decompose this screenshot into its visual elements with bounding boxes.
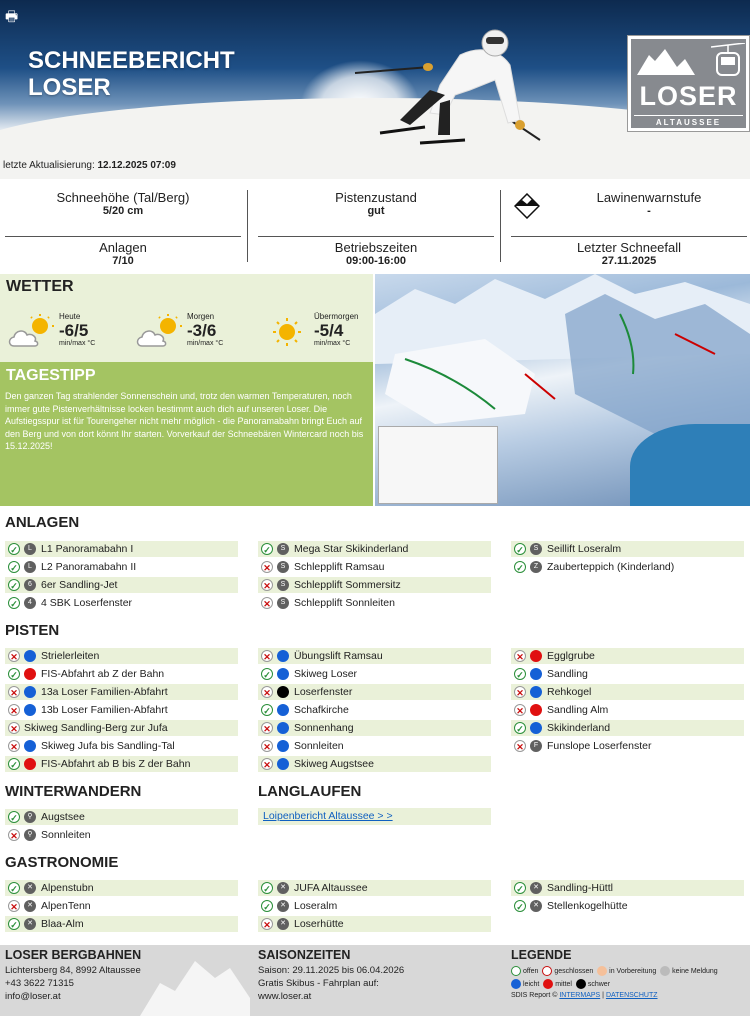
intermaps-link[interactable]: INTERMAPS	[559, 992, 601, 999]
red-difficulty-icon	[24, 668, 36, 680]
last-snowfall-label: Letzter Schneefall	[576, 240, 682, 255]
closed-status-icon: ✕	[261, 740, 273, 752]
closed-status-icon: ✕	[514, 740, 526, 752]
weather-title: WETTER	[6, 278, 74, 295]
list-item	[511, 898, 744, 914]
blue-difficulty-icon	[24, 740, 36, 752]
item-label: Schlepplift Sommersitz	[294, 579, 401, 591]
item-label: Augstsee	[41, 811, 85, 823]
avalanche-label: Lawinenwarnstufe	[596, 190, 702, 205]
lift-type-icon: L	[24, 561, 36, 573]
closed-status-icon: ✕	[8, 722, 20, 734]
closed-status-icon: ✕	[514, 704, 526, 716]
restaurant-icon: ✕	[277, 918, 289, 930]
lift-type-icon: Z	[530, 561, 542, 573]
weather-unit: min/max °C	[59, 340, 96, 347]
weather-unit: min/max °C	[187, 340, 224, 347]
legend-easy-icon	[511, 979, 521, 989]
gastronomy-title: GASTRONOMIE	[5, 854, 119, 871]
item-label: FIS-Abfahrt ab B bis Z der Bahn	[41, 758, 191, 770]
legend-prep-icon	[597, 966, 607, 976]
item-label: Loserfenster	[294, 686, 353, 698]
open-status-icon: ✓	[8, 579, 20, 591]
hero-banner	[0, 0, 750, 179]
stats-col-2	[258, 190, 494, 269]
lift-type-icon: S	[277, 597, 289, 609]
item-label: Seillift Loseralm	[547, 543, 622, 555]
blue-difficulty-icon	[530, 686, 542, 698]
blue-difficulty-icon	[24, 650, 36, 662]
list-item	[258, 756, 491, 772]
open-status-icon: ✓	[8, 668, 20, 680]
restaurant-icon: ✕	[24, 882, 36, 894]
weather-day-label: Morgen	[187, 312, 215, 321]
open-status-icon: ✓	[8, 882, 20, 894]
closed-status-icon: ✕	[514, 686, 526, 698]
list-item	[5, 898, 238, 914]
weather-panel	[0, 274, 373, 362]
blue-difficulty-icon	[530, 668, 542, 680]
open-status-icon: ✓	[8, 597, 20, 609]
item-label: Loseralm	[294, 900, 338, 912]
list-item	[5, 648, 238, 664]
closed-status-icon: ✕	[8, 900, 20, 912]
list-item	[258, 702, 491, 718]
item-label: Mega Star Skikinderland	[294, 543, 409, 555]
gray-difficulty-icon: F	[530, 740, 542, 752]
footer-legend-title: LEGENDE	[511, 948, 572, 962]
logo-sub: ALTAUSSEE	[634, 115, 743, 127]
list-item	[5, 738, 238, 754]
list-item	[511, 684, 744, 700]
open-status-icon: ✓	[514, 900, 526, 912]
website-link[interactable]: www.loser.at	[258, 991, 312, 1002]
closed-status-icon: ✕	[261, 758, 273, 770]
privacy-link[interactable]: DATENSCHUTZ	[605, 992, 658, 999]
list-item	[511, 648, 744, 664]
blue-difficulty-icon	[277, 704, 289, 716]
cross-country-report-link[interactable]: Loipenbericht Altaussee > >	[258, 808, 491, 825]
item-label: Sonnleiten	[294, 740, 344, 752]
list-item	[258, 916, 491, 932]
list-item	[5, 827, 238, 843]
closed-status-icon: ✕	[261, 722, 273, 734]
blue-difficulty-icon	[277, 668, 289, 680]
item-label: Skiweg Sandling-Berg zur Jufa	[24, 722, 168, 734]
list-item	[511, 738, 744, 754]
list-item	[5, 702, 238, 718]
closed-status-icon: ✕	[261, 686, 273, 698]
loser-logo[interactable]	[627, 35, 750, 132]
red-difficulty-icon	[530, 704, 542, 716]
item-label: 13a Loser Familien-Abfahrt	[41, 686, 168, 698]
list-item	[5, 666, 238, 682]
item-label: Egglgrube	[547, 650, 595, 662]
list-item	[5, 577, 238, 593]
blue-difficulty-icon	[277, 650, 289, 662]
legend-closed-icon	[542, 966, 552, 976]
open-status-icon: ✓	[514, 668, 526, 680]
item-label: Skiweg Loser	[294, 668, 358, 680]
page-title: SCHNEEBERICHT LOSER	[28, 47, 235, 101]
list-item	[511, 559, 744, 575]
restaurant-icon: ✕	[530, 882, 542, 894]
winter-hiking-title: WINTERWANDERN	[5, 783, 142, 800]
list-item	[258, 595, 491, 611]
list-item	[258, 738, 491, 754]
list-item	[5, 541, 238, 557]
list-item	[5, 684, 238, 700]
open-status-icon: ✓	[8, 918, 20, 930]
open-status-icon: ✓	[261, 882, 273, 894]
hiker-icon: ⚲	[24, 811, 36, 823]
restaurant-icon: ✕	[24, 900, 36, 912]
open-status-icon: ✓	[261, 543, 273, 555]
weather-day-label: Übermorgen	[314, 312, 359, 321]
open-status-icon: ✓	[8, 758, 20, 770]
closed-status-icon: ✕	[261, 579, 273, 591]
mountain-logo-icon	[637, 45, 707, 77]
list-item	[258, 898, 491, 914]
stats-panel	[0, 180, 750, 270]
item-label: Schlepplift Ramsau	[294, 561, 385, 573]
list-item	[5, 756, 238, 772]
tip-title: TAGESTIPP	[6, 367, 96, 384]
email-link[interactable]: info@loser.at	[5, 991, 61, 1002]
item-label: Übungslift Ramsau	[294, 650, 383, 662]
list-item	[511, 880, 744, 896]
legend-hard-icon	[576, 979, 586, 989]
item-label: 13b Loser Familien-Abfahrt	[41, 704, 168, 716]
weather-temp: -3/6	[187, 321, 217, 340]
restaurant-icon: ✕	[530, 900, 542, 912]
item-label: Blaa-Alm	[41, 918, 84, 930]
partly-cloudy-icon	[8, 314, 56, 350]
item-label: Sandling Alm	[547, 704, 609, 716]
item-label: 6er Sandling-Jet	[41, 579, 118, 591]
item-label: Sandling-Hüttl	[547, 882, 613, 894]
map-inset	[378, 426, 498, 504]
lifts-label: Anlagen	[99, 240, 147, 255]
closed-status-icon: ✕	[514, 650, 526, 662]
item-label: JUFA Altaussee	[294, 882, 368, 894]
lift-type-icon: 4	[24, 597, 36, 609]
footer-mountain-graphic	[140, 953, 250, 1016]
item-label: AlpenTenn	[41, 900, 91, 912]
item-label: 4 SBK Loserfenster	[41, 597, 133, 609]
ski-area-map[interactable]	[375, 274, 750, 506]
last-snowfall-value: 27.11.2025	[601, 255, 657, 267]
avalanche-warning-icon	[514, 193, 540, 219]
item-label: Skiweg Jufa bis Sandling-Tal	[41, 740, 175, 752]
legend-mid-icon	[543, 979, 553, 989]
item-label: Sandling	[547, 668, 588, 680]
list-item	[5, 809, 238, 825]
black-difficulty-icon	[277, 686, 289, 698]
weather-today	[8, 312, 133, 352]
list-item	[511, 720, 744, 736]
weather-temp: -5/4	[314, 321, 344, 340]
closed-status-icon: ✕	[261, 561, 273, 573]
blue-difficulty-icon	[24, 686, 36, 698]
item-label: Skiweg Augstsee	[294, 758, 374, 770]
blue-difficulty-icon	[277, 758, 289, 770]
list-item	[511, 541, 744, 557]
open-status-icon: ✓	[8, 543, 20, 555]
list-item	[5, 916, 238, 932]
lift-type-icon: S	[277, 561, 289, 573]
lift-type-icon: L	[24, 543, 36, 555]
open-status-icon: ✓	[514, 543, 526, 555]
open-status-icon: ✓	[514, 561, 526, 573]
weather-temp: -6/5	[59, 321, 89, 340]
stats-col-3	[511, 190, 747, 269]
item-label: L1 Panoramabahn I	[41, 543, 134, 555]
cross-country-title: LANGLAUFEN	[258, 783, 362, 800]
list-item	[258, 666, 491, 682]
blue-difficulty-icon	[277, 740, 289, 752]
closed-status-icon: ✕	[8, 829, 20, 841]
list-item	[258, 684, 491, 700]
item-label: Rehkogel	[547, 686, 592, 698]
restaurant-icon: ✕	[277, 882, 289, 894]
daily-tip	[0, 362, 373, 506]
piste-condition-value: gut	[367, 205, 385, 217]
item-label: Sonnleiten	[41, 829, 91, 841]
list-item	[258, 577, 491, 593]
skier-illustration	[350, 25, 550, 150]
lifts-title: ANLAGEN	[5, 514, 80, 531]
closed-status-icon: ✕	[8, 740, 20, 752]
item-label: Funslope Loserfenster	[547, 740, 652, 752]
item-label: Skikinderland	[547, 722, 611, 734]
partly-cloudy-icon	[136, 314, 184, 350]
list-item	[511, 666, 744, 682]
logo-word: LOSER	[639, 81, 738, 111]
legend-open-icon	[511, 966, 521, 976]
restaurant-icon: ✕	[24, 918, 36, 930]
hours-value: 09:00-16:00	[346, 255, 406, 267]
hiker-icon: ⚲	[24, 829, 36, 841]
closed-status-icon: ✕	[8, 650, 20, 662]
item-label: Loserhütte	[294, 918, 344, 930]
tip-text: Den ganzen Tag strahlender Sonnenschein und, trotz den warmen Temperaturen, noch immer gute Pistenverhältnisse locken bestimmt auch dich auf unseren Loser. Die Aufstiegsspur ist für Tourengeher nicht mehr möglich - die Panoramabahn bringt Euch auf den Berg und von dort könnt Ihr starten. Vorverkauf der Schneebären Wintercard noch bis 15.12.2025!	[5, 391, 364, 451]
list-item	[258, 880, 491, 896]
printer-icon[interactable]: 🖶	[5, 8, 19, 24]
slopes-title: PISTEN	[5, 622, 60, 639]
item-label: Schafkirche	[294, 704, 349, 716]
restaurant-icon: ✕	[277, 900, 289, 912]
list-item	[258, 648, 491, 664]
open-status-icon: ✓	[514, 722, 526, 734]
lift-type-icon: 6	[24, 579, 36, 591]
list-item	[5, 720, 238, 736]
closed-status-icon: ✕	[8, 686, 20, 698]
open-status-icon: ✓	[8, 561, 20, 573]
snow-depth-label: Schneehöhe (Tal/Berg)	[56, 190, 190, 205]
footer-company: LOSER BERGBAHNEN Lichtersberg 84, 8992 Altaussee +43 3622 71315 info@loser.at	[5, 948, 142, 1002]
lifts-value: 7/10	[112, 255, 134, 267]
lift-type-icon: S	[277, 579, 289, 591]
item-label: FIS-Abfahrt ab Z der Bahn	[41, 668, 165, 680]
open-status-icon: ✓	[261, 900, 273, 912]
lift-type-icon: S	[277, 543, 289, 555]
list-item	[258, 720, 491, 736]
closed-status-icon: ✕	[261, 650, 273, 662]
list-item	[5, 880, 238, 896]
blue-difficulty-icon	[530, 722, 542, 734]
closed-status-icon: ✕	[261, 597, 273, 609]
legend: offen geschlossen in Vorbereitung keine Meldung leicht mittel schwer SDIS Report © INTERMAPS | DATENSCHUTZ	[511, 967, 718, 999]
weather-unit: min/max °C	[314, 340, 351, 347]
last-update: letzte Aktualisierung: 12.12.2025 07:09	[3, 160, 176, 171]
red-difficulty-icon	[530, 650, 542, 662]
sun-icon	[263, 314, 311, 350]
open-status-icon: ✓	[514, 882, 526, 894]
avalanche-value: -	[647, 205, 651, 217]
open-status-icon: ✓	[261, 668, 273, 680]
open-status-icon: ✓	[261, 704, 273, 716]
list-item	[511, 702, 744, 718]
legend-none-icon	[660, 966, 670, 976]
red-difficulty-icon	[24, 758, 36, 770]
weather-day-label: Heute	[59, 312, 81, 321]
item-label: Strielerleiten	[41, 650, 100, 662]
footer-season: SAISONZEITEN Saison: 29.11.2025 bis 06.04.2026 Gratis Skibus - Fahrplan auf: www.loser.at	[258, 948, 405, 1002]
item-label: Zauberteppich (Kinderland)	[547, 561, 675, 573]
item-label: L2 Panoramabahn II	[41, 561, 137, 573]
piste-condition-label: Pistenzustand	[335, 190, 417, 205]
lift-type-icon: S	[530, 543, 542, 555]
open-status-icon: ✓	[8, 811, 20, 823]
snow-depth-value: 5/20 cm	[102, 205, 144, 217]
hours-label: Betriebszeiten	[334, 240, 418, 255]
list-item	[5, 595, 238, 611]
lake	[630, 424, 750, 506]
list-item	[5, 559, 238, 575]
stats-col-1	[5, 190, 241, 269]
blue-difficulty-icon	[277, 722, 289, 734]
weather-tomorrow	[136, 312, 261, 352]
blue-difficulty-icon	[24, 704, 36, 716]
gondola-logo-icon	[711, 43, 745, 79]
closed-status-icon: ✕	[261, 918, 273, 930]
item-label: Stellenkogelhütte	[547, 900, 628, 912]
item-label: Schlepplift Sonnleiten	[294, 597, 395, 609]
closed-status-icon: ✕	[8, 704, 20, 716]
item-label: Alpenstubn	[41, 882, 94, 894]
list-item	[258, 559, 491, 575]
item-label: Sonnenhang	[294, 722, 354, 734]
weather-day-after	[263, 312, 388, 352]
list-item	[258, 541, 491, 557]
